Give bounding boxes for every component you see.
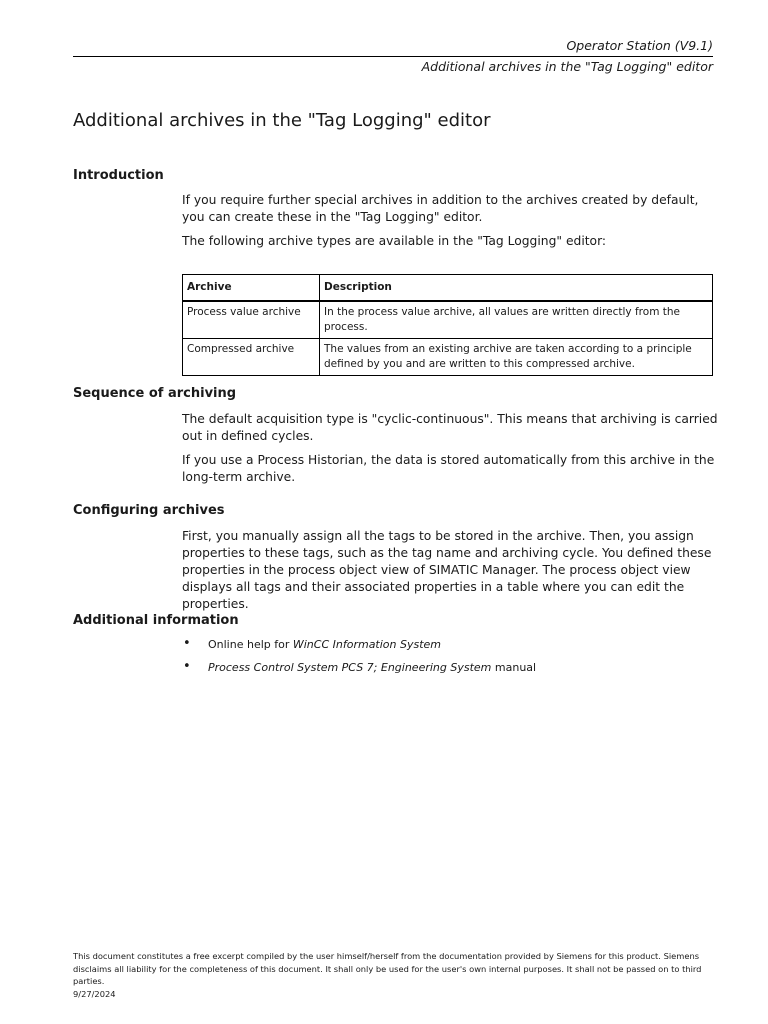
intro-paragraph-2: The following archive types are available in the "Tag Logging" editor: [182,234,607,248]
table-cell-archive: Compressed archive [183,339,320,376]
footer-date: 9/27/2024 [73,988,116,999]
running-header-section: Additional archives in the "Tag Logging" editor [421,59,713,74]
table-row [183,339,713,376]
document-reference: WinCC Information System [292,638,442,651]
table-cell-description: The values from an existing archive are taken according to a principle defined by you and are written to this compressed archive. [320,339,713,376]
list-item-suffix: manual [491,661,537,674]
additional-info-list [182,637,536,683]
heading-additional-information: Additional information [73,613,239,628]
footer-disclaimer: This document constitutes a free excerpt compiled by the user himself/herself from the documentation provided by Siemens for this product. Siemens disclaims all liability for the completeness of this document. It shall only be used for the user's own internal purposes. It shall not be passed on to third parties. [73,951,702,986]
column-header-description: Description [320,275,713,302]
header-rule [73,56,713,57]
list-item [182,660,536,683]
heading-sequence-of-archiving: Sequence of archiving [73,386,237,401]
footer [73,950,718,1000]
configuring-paragraph: First, you manually assign all the tags to be stored in the archive. Then, you assign properties to these tags, such as the tag name and archiving cycle. You defined these properties in the process object view of SIMATIC Manager. The process object view displays all tags and their associated properties in a table where you can edit the properties. [182,529,712,611]
bullet-icon: • [183,659,191,674]
intro-paragraph-1: If you require further special archives in addition to the archives created by default, you can create these in the "Tag Logging" editor. [182,193,699,224]
table-cell-archive: Process value archive [183,301,320,339]
list-item-prefix: Online help for [208,638,293,651]
table-cell-description: In the process value archive, all values are written directly from the process. [320,301,713,339]
sequence-paragraph-1: The default acquisition type is "cyclic-continuous". This means that archiving is carried out in defined cycles. [182,412,718,443]
archive-types-table [182,274,713,376]
page-title: Additional archives in the "Tag Logging" editor [73,110,491,131]
document-reference: Process Control System PCS 7; Engineering System [208,661,492,674]
heading-introduction: Introduction [73,168,164,183]
table-row [183,301,713,339]
bullet-icon: • [183,636,191,651]
column-header-archive: Archive [183,275,320,302]
running-header-product: Operator Station (V9.1) [566,38,713,53]
table-header-row [183,275,713,302]
list-item [182,637,536,660]
heading-configuring-archives: Configuring archives [73,503,225,518]
sequence-paragraph-2: If you use a Process Historian, the data is stored automatically from this archive in the long-term archive. [182,453,715,484]
